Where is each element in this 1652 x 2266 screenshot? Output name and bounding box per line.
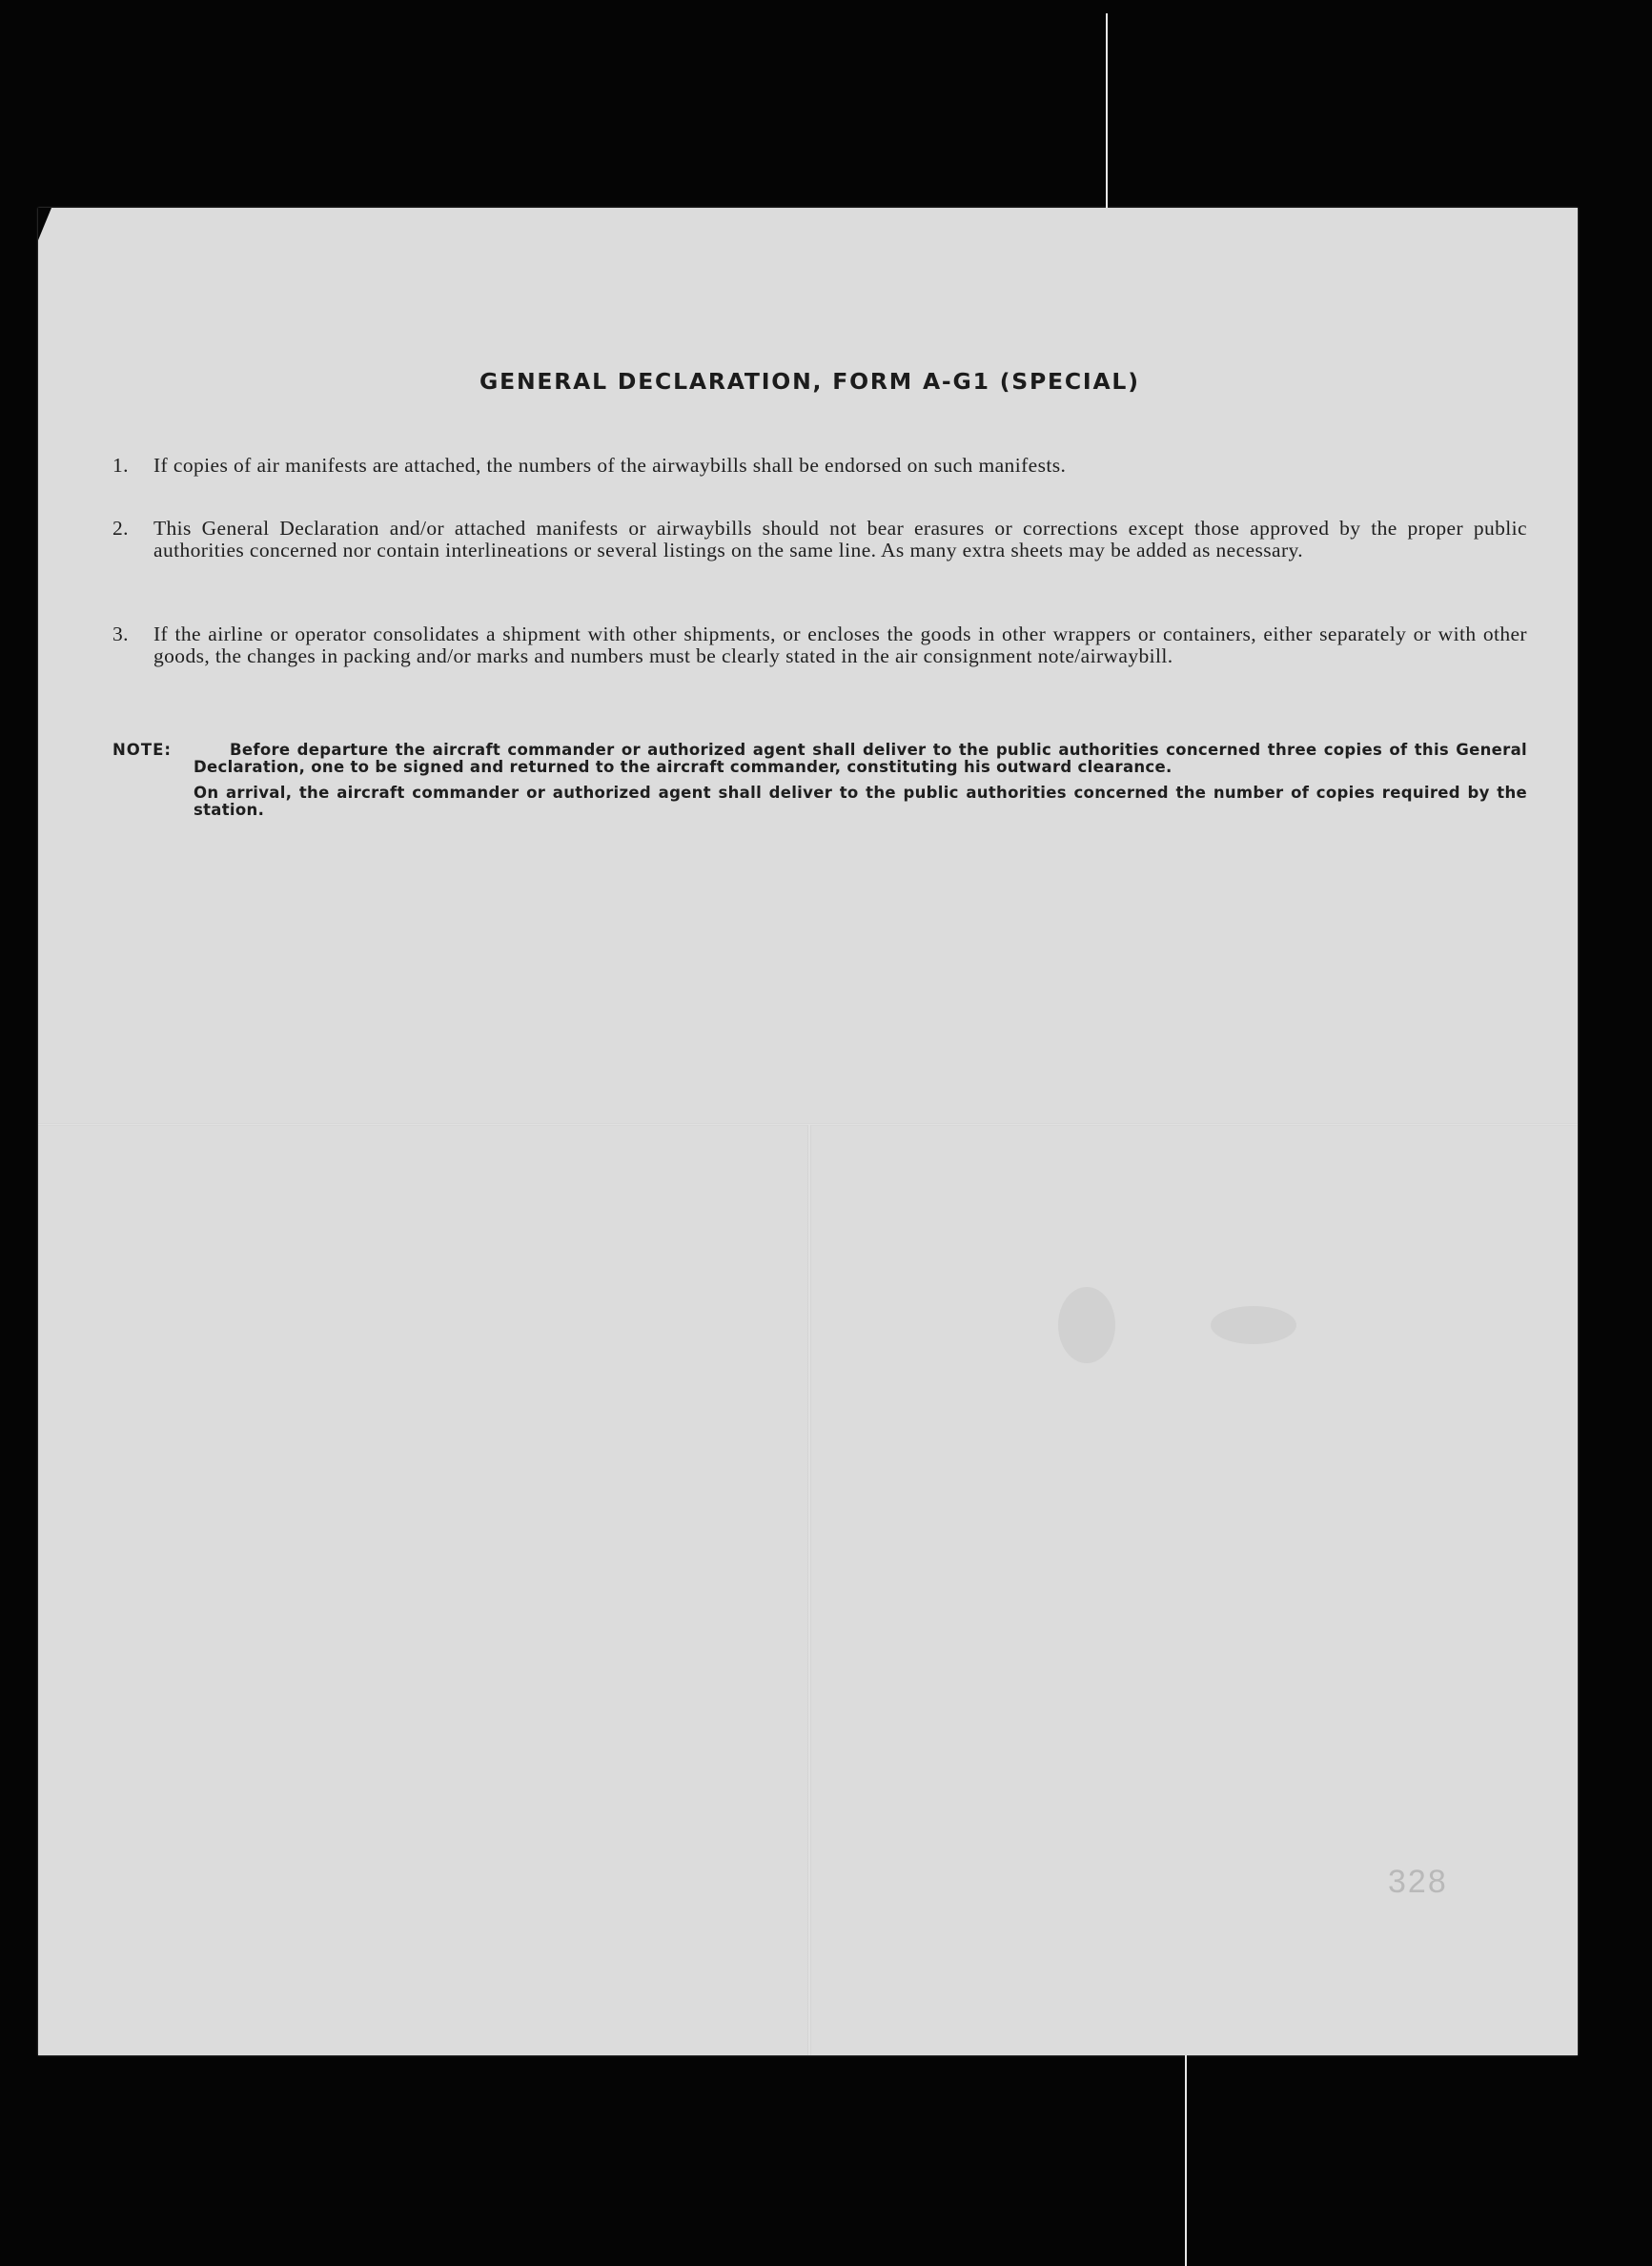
scan-artifact-line	[1185, 2055, 1187, 2266]
item-number: 3.	[112, 623, 129, 645]
note-paragraph-arrival: On arrival, the aircraft commander or authorized agent shall deliver to the public authorities concerned the number of copies required by the station.	[194, 784, 1527, 819]
item-number: 2.	[112, 517, 129, 540]
item-text: If the airline or operator consolidates a shipment with other shipments, or encloses the goods in other wrappers or containers, either separately or with other goods, the changes in packing and/or marks and numbers must be clearly stated in the air consignment note/airwaybill.	[153, 623, 1527, 667]
item-number: 1.	[112, 454, 129, 477]
paper-smudge	[1058, 1287, 1115, 1363]
note-paragraph-departure: Before departure the aircraft commander or authorized agent shall deliver to the public authorities concerned three copies of this General Declaration, one to be signed and returned to the aircraft commander, constituting his outward clearance.	[194, 741, 1527, 776]
scan-artifact-line	[1106, 13, 1108, 209]
faint-stamp-number: 328	[1388, 1864, 1448, 1900]
item-text: This General Declaration and/or attached manifests or airwaybills should not bear erasures or corrections except those approved by the proper public authorities concerned nor contain interlineations or several listings on the same line. As many extra sheets may be added as necessary.	[153, 517, 1527, 561]
note-section	[112, 742, 1527, 819]
paper-smudge	[1211, 1306, 1296, 1344]
instruction-item-3	[112, 623, 1527, 667]
folded-corner	[38, 208, 51, 240]
instruction-item-2	[112, 518, 1527, 561]
instruction-item-1	[112, 455, 1527, 477]
vertical-fold-crease	[807, 1125, 811, 2055]
note-label: NOTE:	[112, 741, 172, 759]
form-title: GENERAL DECLARATION, FORM A-G1 (SPECIAL)	[479, 368, 1140, 395]
item-text: If copies of air manifests are attached, the numbers of the airwaybills shall be endorsed on such manifests.	[153, 454, 1067, 477]
